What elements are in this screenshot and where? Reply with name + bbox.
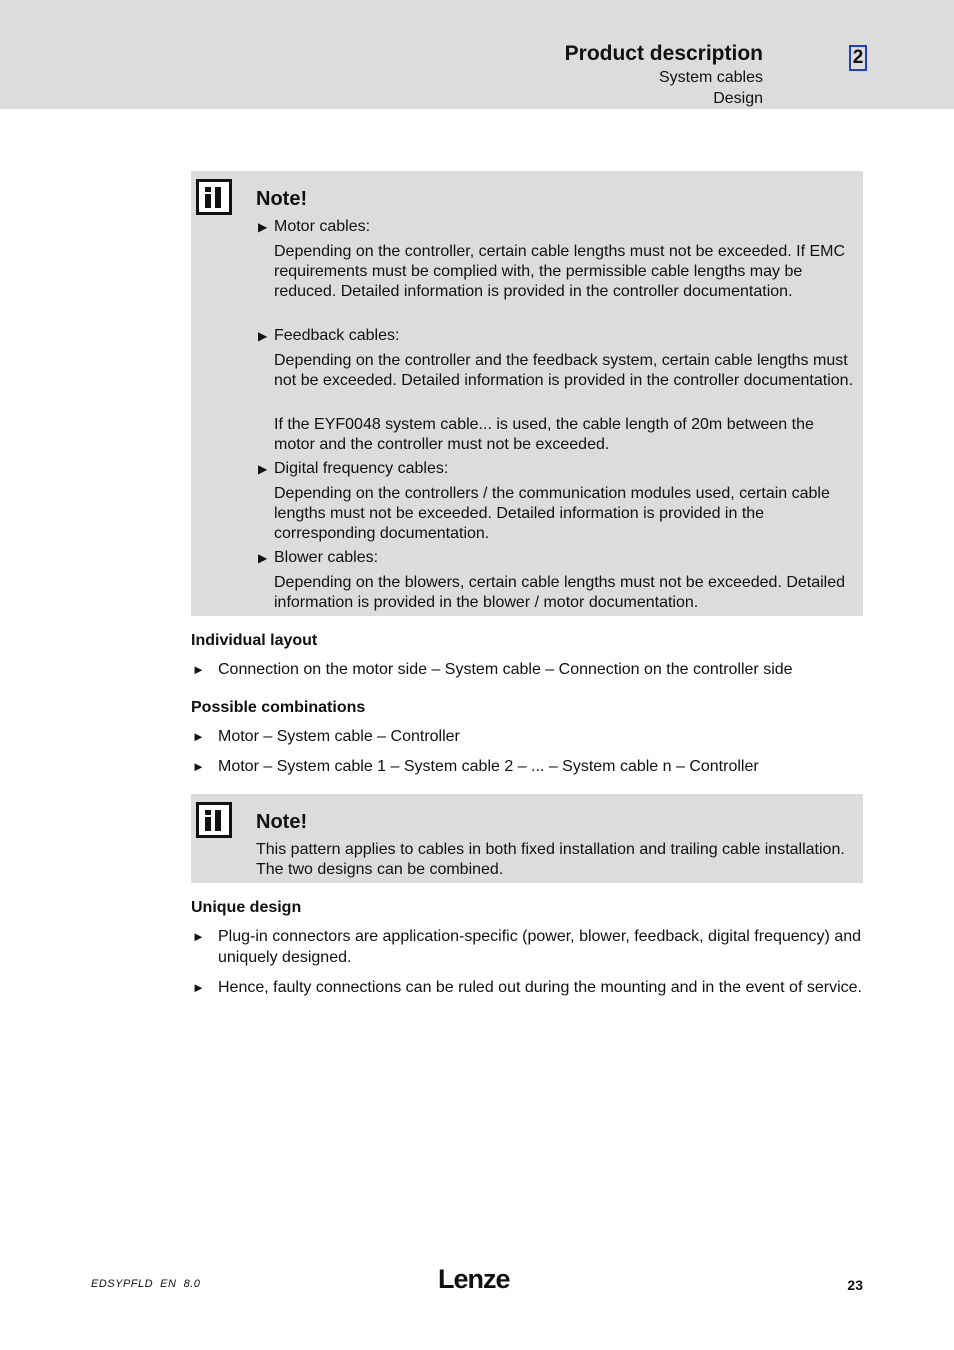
triangle-right-icon: ▶ [258,329,268,343]
list-item: Connection on the motor side – System cable – Connection on the controller side [218,661,793,678]
triangle-right-icon: ▶ [258,462,268,476]
note-title: Note! [256,188,308,210]
note-item-text-feedback: Depending on the controller and the feedback system, certain cable lengths must not be exceeded. Detailed information is provided in the controller documentation. [274,352,854,389]
subsection-subtitle: Design [713,90,763,107]
list-item: Motor – System cable 1 – System cable 2 – ... – System cable n – Controller [218,758,759,775]
triangle-right-icon: ► [192,662,205,677]
triangle-right-icon: ► [192,980,205,995]
info-icon [196,179,232,215]
triangle-right-icon: ▶ [258,551,268,565]
note-text: This pattern applies to cables in both fixed installation and trailing cable installation. The two designs can be combined. [256,841,845,878]
section-subtitle: System cables [658,69,763,86]
lenze-logo: Lenze [438,1264,510,1294]
note-item-label-digital: Digital frequency cables: [274,460,449,477]
note-box-cable-lengths [191,171,863,616]
document-code: EDSYPFLD EN 8.0 [91,1278,201,1290]
page-title: Product description [564,42,763,65]
note-item-text-motor: Depending on the controller, certain cable lengths must not be exceeded. If EMC requirements must be complied with, the permissible cable lengths may be reduced. Detailed information is provided in the controller documentation. [274,243,846,300]
note-item-label-blower: Blower cables: [274,549,379,566]
note-item-text-blower: Depending on the blowers, certain cable lengths must not be exceeded. Detailed information is provided in the blower / motor documentation. [274,574,846,611]
page-number: 23 [847,1277,863,1293]
note-title: Note! [256,811,308,833]
section-heading-unique-design: Unique design [191,899,302,916]
section-heading-individual-layout: Individual layout [191,632,318,649]
header-band [0,0,954,109]
chapter-link[interactable]: 2 [849,45,867,71]
triangle-right-icon: ► [192,729,205,744]
triangle-right-icon: ► [192,759,205,774]
triangle-right-icon: ▶ [258,220,268,234]
note-item-label-motor: Motor cables: [274,218,371,235]
note-item-label-feedback: Feedback cables: [274,327,400,344]
list-item: Hence, faulty connections can be ruled out during the mounting and in the event of service. [218,979,862,996]
list-item: Plug-in connectors are application-specific (power, blower, feedback, digital frequency) and uniquely designed. [218,928,862,966]
list-item: Motor – System cable – Controller [218,728,460,745]
section-heading-possible-combinations: Possible combinations [191,699,366,716]
note-box-pattern [191,794,863,883]
note-item-text-digital: Depending on the controllers / the communication modules used, certain cable lengths must not be exceeded. Detailed information is provided in the corresponding documentation. [274,485,830,542]
note-item-text-feedback-2: If the EYF0048 system cable... is used, the cable length of 20m between the motor and the controller must not be exceeded. [274,416,814,453]
info-icon [196,802,232,838]
triangle-right-icon: ► [192,929,205,944]
